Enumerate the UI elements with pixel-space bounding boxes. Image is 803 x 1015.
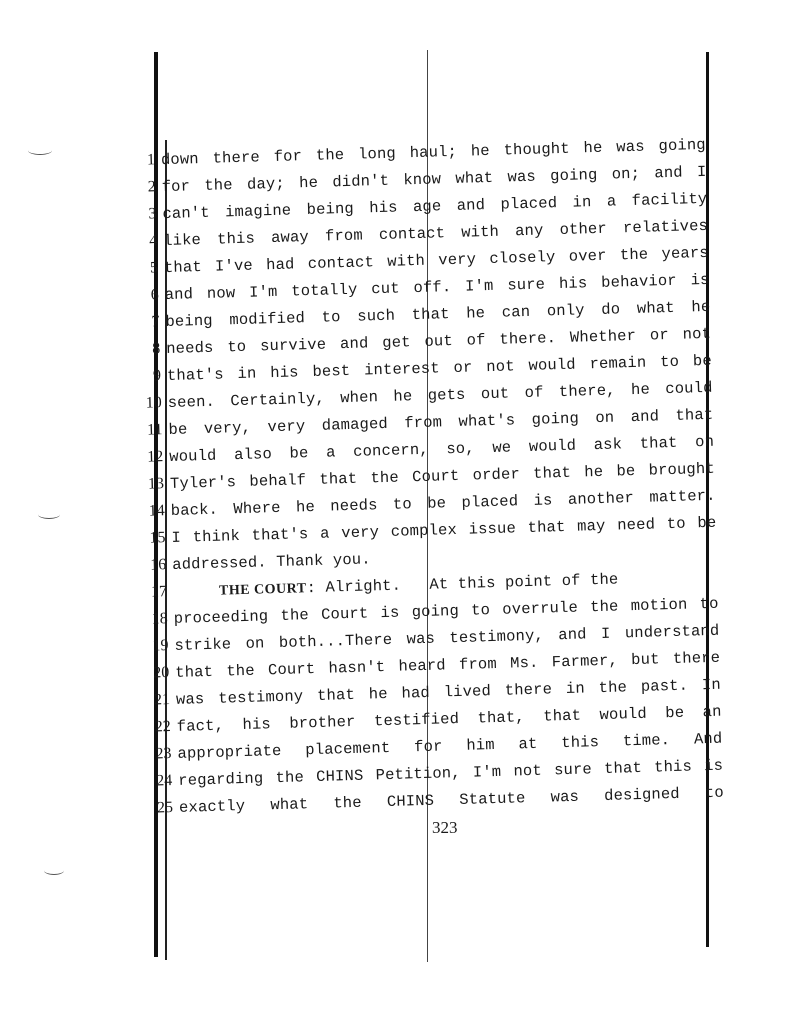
page-number: 323 [432,818,458,837]
line-text: proceeding the Court is going to overrule the motion to [173,594,719,628]
line-text: appropriate placement for him at this time. And [177,729,723,763]
line-text: Tyler's behalf that the Court order that he be brought [169,459,716,493]
line-number: 19 [152,637,169,655]
line-text: needs to survive and get out of there. Whether or not [165,324,712,359]
line-number: 4 [148,232,158,250]
line-text: strike on both...There was testimony, and I understand [174,621,720,655]
transcript-body [111,131,750,828]
line-text: seen. Certainly, when he gets out of there, he could [167,378,713,413]
line-number: 11 [146,421,163,439]
line-text: exactly what the CHINS Statute was designed to [178,783,725,817]
line-number: 16 [150,556,167,574]
line-text: back. Where he needs to be placed is another matter. [170,486,716,520]
line-text: fact, his brother testified that, that would be an [176,702,722,736]
line-number: 15 [149,529,166,547]
line-number: 20 [153,664,170,682]
line-text: I think that's a very complex issue that may need to be [171,513,717,547]
line-text: would also be a concern, so, we would ask that on [169,432,715,466]
line-number: 21 [153,691,171,709]
speaker-text: : Alright. At this point of the [306,570,619,598]
line-text: that's in his best interest or not would remain to be [166,351,713,386]
line-number: 6 [150,286,159,304]
line-number: 5 [149,259,159,277]
line-text: can't imagine being his age and placed in a facility [162,189,708,224]
line-number: 2 [147,178,156,196]
line-text: being modified to such that he can only do what he [165,297,711,332]
line-number: 3 [148,205,157,223]
line-number: 12 [147,448,164,466]
line-number: 22 [154,718,172,736]
line-number: 18 [151,610,169,628]
line-text: that I've had contact with very closely over the years [163,243,710,278]
line-text: down there for the long haul; he thought he was going [160,135,707,170]
speaker-label: THE COURT [218,581,307,599]
line-text: and now I'm totally cut off. I'm sure his behavior is [164,270,710,305]
line-number: 17 [150,583,168,601]
line-number: 10 [145,394,162,412]
line-number: 24 [156,772,173,790]
line-number: 25 [156,799,174,817]
line-number: 23 [155,745,172,763]
punch-hole-mark [38,510,60,519]
punch-hole-mark [44,866,64,875]
line-text: that the Court hasn't heard from Ms. Farmer, but there [175,648,721,682]
line-number: 1 [146,151,156,169]
line-number: 9 [152,367,162,385]
line-number: 14 [148,502,165,520]
line-text: like this away from contact with any other relatives [162,216,709,251]
line-number: 13 [147,475,165,493]
line-text: regarding the CHINS Petition, I'm not sure that this is [178,756,724,790]
line-text: for the day; he didn't know what was going on; and I [161,162,707,197]
line-number: 8 [151,340,161,358]
punch-hole-mark [28,146,52,155]
line-text: was testimony that he had lived there in the past. In [175,675,722,709]
line-text: addressed. Thank you. [172,550,371,574]
line-text: be very, very damaged from what's going on and that [168,405,714,439]
line-number: 7 [151,313,160,331]
